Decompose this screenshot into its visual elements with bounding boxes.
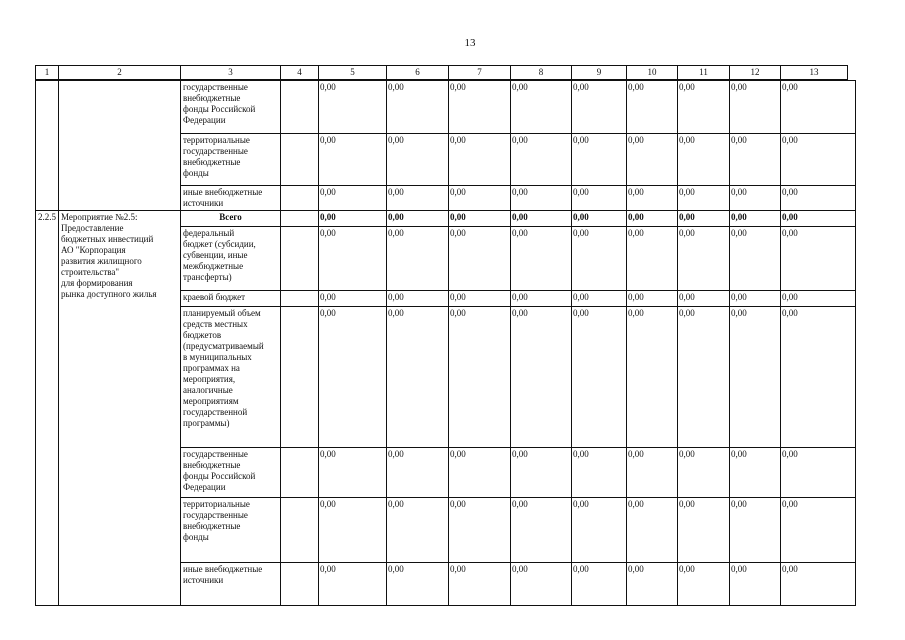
value-cell: 0,00 <box>386 133 449 186</box>
value-cell: 0,00 <box>571 80 627 134</box>
value-cell: 0,00 <box>510 562 572 606</box>
header-col-5: 5 <box>318 65 387 80</box>
empty-cell <box>280 447 319 498</box>
value-cell: 0,00 <box>510 447 572 498</box>
empty-number-cell <box>35 80 59 211</box>
value-cell: 0,00 <box>318 210 387 227</box>
value-cell: 0,00 <box>386 447 449 498</box>
value-cell: 0,00 <box>677 497 730 563</box>
value-cell: 0,00 <box>510 497 572 563</box>
source-label: иные внебюджетные источники <box>180 185 281 211</box>
value-cell: 0,00 <box>677 210 730 227</box>
empty-name-cell <box>58 80 181 211</box>
value-cell: 0,00 <box>318 290 387 307</box>
header-col-7: 7 <box>448 65 511 80</box>
value-cell: 0,00 <box>318 497 387 563</box>
value-cell: 0,00 <box>318 133 387 186</box>
value-cell: 0,00 <box>448 290 511 307</box>
value-cell: 0,00 <box>780 226 856 291</box>
value-cell: 0,00 <box>729 133 781 186</box>
header-col-3: 3 <box>180 65 281 80</box>
page-number: 13 <box>464 37 476 49</box>
value-cell: 0,00 <box>626 306 678 448</box>
empty-cell <box>280 185 319 211</box>
value-cell: 0,00 <box>677 133 730 186</box>
value-cell: 0,00 <box>318 447 387 498</box>
value-cell: 0,00 <box>448 306 511 448</box>
value-cell: 0,00 <box>677 226 730 291</box>
value-cell: 0,00 <box>318 306 387 448</box>
value-cell: 0,00 <box>318 562 387 606</box>
source-label: государственные внебюджетные фонды Российской Федерации <box>180 447 281 498</box>
total-label: Всего <box>180 210 281 227</box>
value-cell: 0,00 <box>386 497 449 563</box>
value-cell: 0,00 <box>510 210 572 227</box>
value-cell: 0,00 <box>780 562 856 606</box>
source-label: федеральный бюджет (субсидии, субвенции, иные межбюджетные трансферты) <box>180 226 281 291</box>
source-label: территориальные государственные внебюджетные фонды <box>180 497 281 563</box>
value-cell: 0,00 <box>386 290 449 307</box>
header-col-9: 9 <box>571 65 627 80</box>
value-cell: 0,00 <box>510 306 572 448</box>
value-cell: 0,00 <box>448 497 511 563</box>
value-cell: 0,00 <box>571 447 627 498</box>
value-cell: 0,00 <box>448 80 511 134</box>
value-cell: 0,00 <box>571 290 627 307</box>
value-cell: 0,00 <box>626 226 678 291</box>
measure-name: Мероприятие №2.5: Предоставление бюджетных инвестиций АО "Корпорация развития жилищного строительства" для формирования рынка доступного жилья <box>58 210 181 606</box>
value-cell: 0,00 <box>780 447 856 498</box>
value-cell: 0,00 <box>626 80 678 134</box>
value-cell: 0,00 <box>571 210 627 227</box>
header-col-12: 12 <box>729 65 781 80</box>
header-col-11: 11 <box>677 65 730 80</box>
value-cell: 0,00 <box>677 290 730 307</box>
value-cell: 0,00 <box>677 306 730 448</box>
empty-cell <box>280 80 319 134</box>
value-cell: 0,00 <box>677 185 730 211</box>
header-col-13: 13 <box>780 65 848 80</box>
value-cell: 0,00 <box>729 447 781 498</box>
value-cell: 0,00 <box>318 226 387 291</box>
value-cell: 0,00 <box>386 562 449 606</box>
value-cell: 0,00 <box>780 290 856 307</box>
value-cell: 0,00 <box>448 226 511 291</box>
value-cell: 0,00 <box>510 290 572 307</box>
value-cell: 0,00 <box>571 226 627 291</box>
source-label: государственные внебюджетные фонды Российской Федерации <box>180 80 281 134</box>
value-cell: 0,00 <box>677 562 730 606</box>
value-cell: 0,00 <box>571 133 627 186</box>
value-cell: 0,00 <box>448 447 511 498</box>
value-cell: 0,00 <box>571 185 627 211</box>
value-cell: 0,00 <box>780 185 856 211</box>
value-cell: 0,00 <box>448 133 511 186</box>
value-cell: 0,00 <box>626 447 678 498</box>
value-cell: 0,00 <box>729 497 781 563</box>
value-cell: 0,00 <box>386 306 449 448</box>
value-cell: 0,00 <box>729 306 781 448</box>
value-cell: 0,00 <box>780 306 856 448</box>
value-cell: 0,00 <box>780 133 856 186</box>
empty-cell <box>280 306 319 448</box>
value-cell: 0,00 <box>780 80 856 134</box>
value-cell: 0,00 <box>510 80 572 134</box>
header-col-6: 6 <box>386 65 449 80</box>
value-cell: 0,00 <box>448 562 511 606</box>
value-cell: 0,00 <box>626 290 678 307</box>
value-cell: 0,00 <box>677 447 730 498</box>
value-cell: 0,00 <box>729 226 781 291</box>
value-cell: 0,00 <box>626 562 678 606</box>
empty-cell <box>280 133 319 186</box>
value-cell: 0,00 <box>729 562 781 606</box>
value-cell: 0,00 <box>626 497 678 563</box>
value-cell: 0,00 <box>386 210 449 227</box>
value-cell: 0,00 <box>510 226 572 291</box>
empty-cell <box>280 497 319 563</box>
empty-cell <box>280 210 319 227</box>
value-cell: 0,00 <box>386 226 449 291</box>
header-col-10: 10 <box>626 65 678 80</box>
value-cell: 0,00 <box>729 185 781 211</box>
source-label: планируемый объем средств местных бюджетов (предусматриваемый в муниципальных программах на мероприятия, аналогичные мероприятиям государственной программы) <box>180 306 281 448</box>
value-cell: 0,00 <box>729 80 781 134</box>
header-col-2: 2 <box>58 65 181 80</box>
value-cell: 0,00 <box>729 290 781 307</box>
header-col-4: 4 <box>280 65 319 80</box>
value-cell: 0,00 <box>626 185 678 211</box>
header-col-8: 8 <box>510 65 572 80</box>
value-cell: 0,00 <box>510 185 572 211</box>
value-cell: 0,00 <box>448 185 511 211</box>
value-cell: 0,00 <box>318 80 387 134</box>
value-cell: 0,00 <box>571 306 627 448</box>
empty-cell <box>280 226 319 291</box>
value-cell: 0,00 <box>318 185 387 211</box>
empty-cell <box>280 562 319 606</box>
value-cell: 0,00 <box>510 133 572 186</box>
source-label: территориальные государственные внебюджетные фонды <box>180 133 281 186</box>
value-cell: 0,00 <box>626 133 678 186</box>
value-cell: 0,00 <box>626 210 678 227</box>
value-cell: 0,00 <box>571 562 627 606</box>
value-cell: 0,00 <box>780 497 856 563</box>
value-cell: 0,00 <box>780 210 856 227</box>
source-label: иные внебюджетные источники <box>180 562 281 606</box>
value-cell: 0,00 <box>386 185 449 211</box>
value-cell: 0,00 <box>448 210 511 227</box>
empty-cell <box>280 290 319 307</box>
value-cell: 0,00 <box>386 80 449 134</box>
header-col-1: 1 <box>35 65 59 80</box>
source-label: краевой бюджет <box>180 290 281 307</box>
measure-number: 2.2.5 <box>35 210 59 606</box>
value-cell: 0,00 <box>677 80 730 134</box>
value-cell: 0,00 <box>571 497 627 563</box>
value-cell: 0,00 <box>729 210 781 227</box>
